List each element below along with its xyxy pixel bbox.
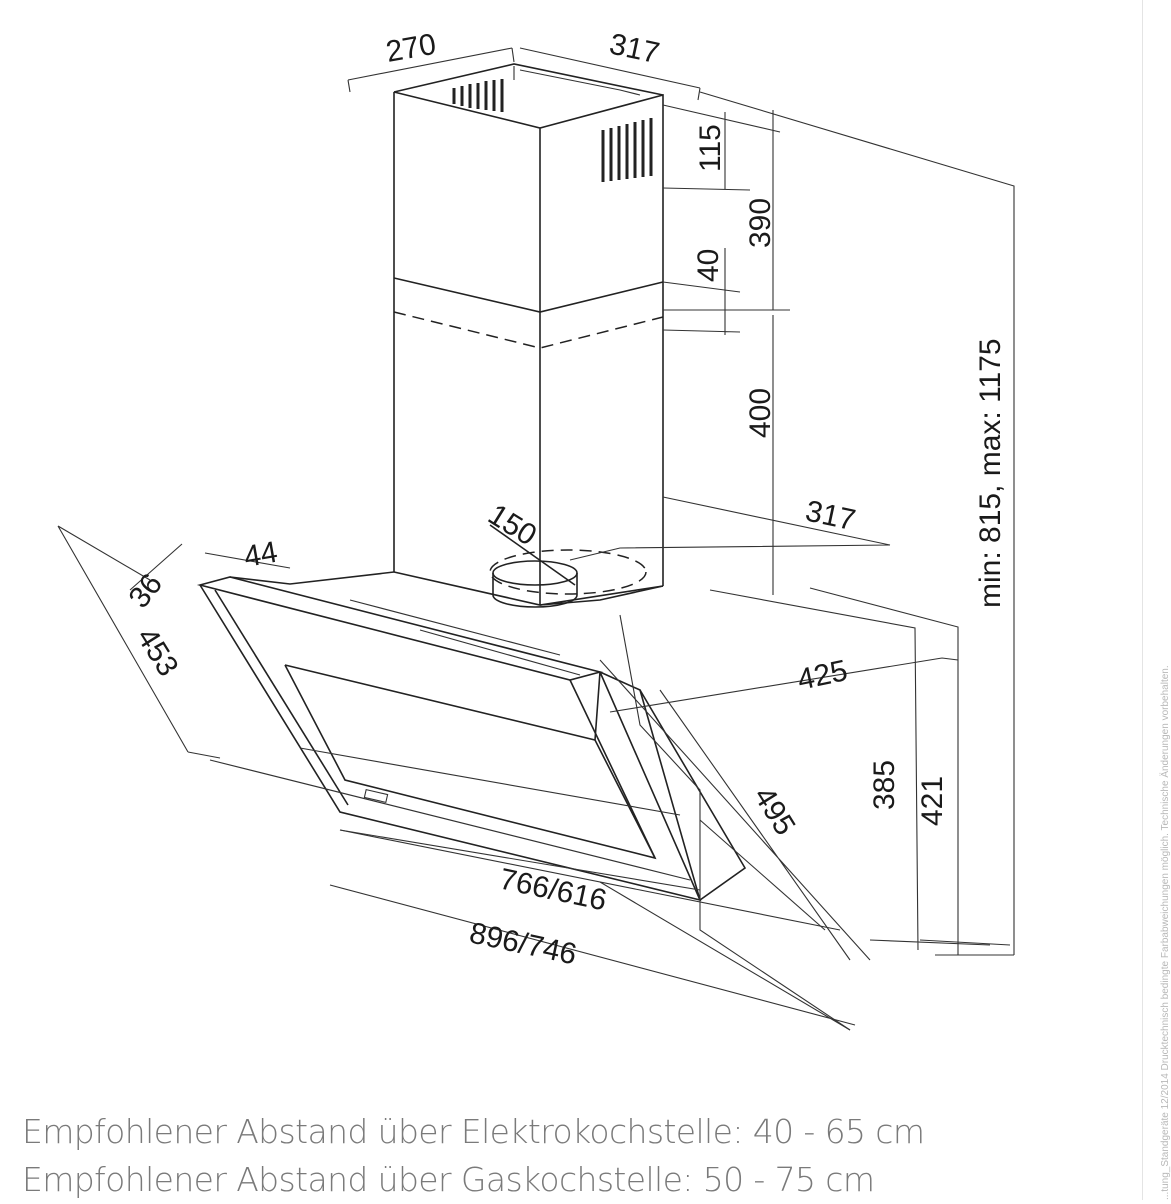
dim-421: 421 (916, 775, 949, 826)
vent-grille-front (454, 79, 502, 112)
dim-495: 495 (747, 781, 802, 842)
note-electric: Empfohlener Abstand über Elektrokochstelle: 40 - 65 cm (22, 1112, 925, 1151)
dim-44: 44 (241, 535, 281, 574)
dim-385: 385 (868, 759, 901, 810)
dim-400: 400 (744, 387, 777, 438)
dim-317-top: 317 (606, 27, 663, 71)
dim-270: 270 (383, 27, 439, 69)
dim-36: 36 (122, 567, 170, 615)
note-gas: Empfohlener Abstand über Gaskochstelle: 50 - 75 cm (22, 1160, 875, 1199)
dim-390: 390 (744, 197, 777, 248)
page-divider (1142, 0, 1143, 1200)
sidebar-disclaimer: ...tung_Standgeräte 12/2014 Drucktechnisch bedingte Farbabweichungen möglich. Technische Änderungen vorbehalten. (1160, 665, 1171, 1200)
dim-317-base: 317 (802, 494, 859, 538)
dim-inner-width: 766/616 (496, 862, 610, 918)
recommended-distances (22, 1108, 924, 1204)
dim-40: 40 (692, 248, 725, 282)
dim-total-height: min: 815, max: 1175 (974, 338, 1007, 608)
vent-grille-side (603, 118, 651, 182)
control-panel-icon (364, 790, 387, 803)
dim-115: 115 (694, 124, 727, 172)
dim-outer-width: 896/746 (466, 916, 580, 972)
dim-425: 425 (794, 654, 851, 697)
dim-150: 150 (482, 497, 543, 553)
dim-453: 453 (130, 622, 185, 683)
dimension-labels (123, 28, 1007, 972)
hood-body (200, 572, 745, 900)
